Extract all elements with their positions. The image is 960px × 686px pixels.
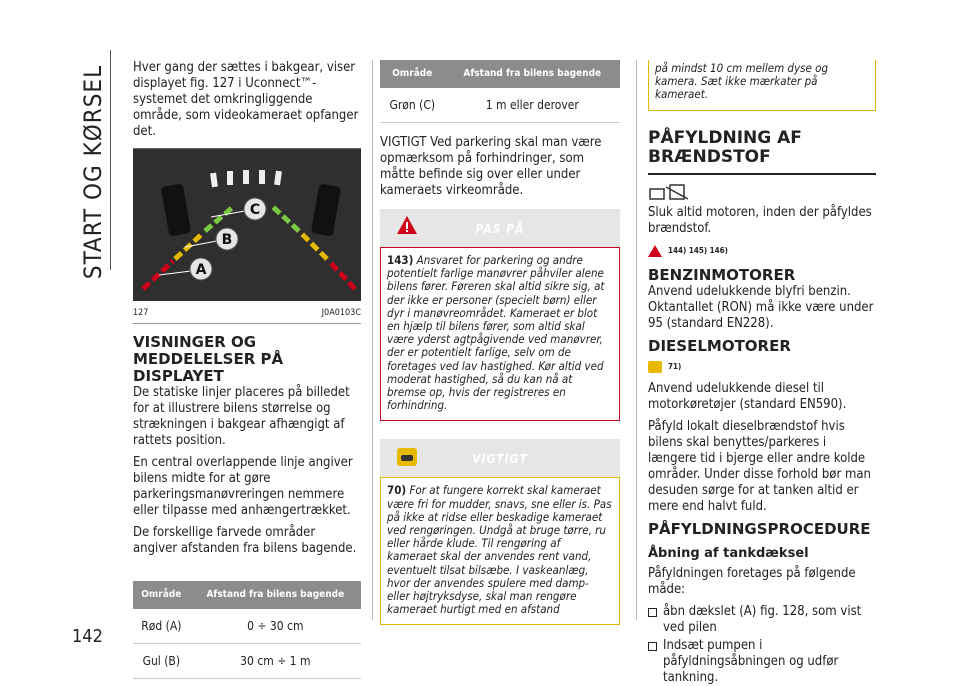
heading-rule	[648, 173, 876, 175]
note-title: VIGTIGT	[472, 452, 528, 467]
th-distance: Afstand fra bilens bagende	[445, 60, 620, 88]
figure-number: 127	[133, 308, 149, 318]
warning-header	[380, 209, 620, 247]
table-row: Grøn (C) 1 m eller derover	[380, 88, 620, 123]
list-item: åbn dækslet (A) fig. 128, som vist ved pilen	[648, 604, 876, 636]
paragraph-3: De forskellige farvede områder angiver afstanden fra bilens bagende.	[133, 525, 357, 556]
figure-code: J0A0103C	[321, 308, 361, 318]
column-2	[380, 60, 620, 625]
list-item: Indsæt pumpen i påfyldningsåbningen og udfør tankning.	[648, 638, 876, 686]
benzin-paragraph: Anvend udelukkende blyfri benzin. Oktantallet (RON) må ikke være under 95 (standard EN228).	[648, 283, 874, 331]
car-caution-icon	[648, 361, 662, 373]
benzin-heading: BENZINMOTORER	[648, 265, 796, 284]
chapter-divider	[110, 50, 111, 270]
paragraph-2: En central overlappende linje angiver bilens midte for at gøre parkeringsmanøvreringen nemmere eller tilpasse med anhængertrækket.	[133, 455, 353, 518]
refs-row-2: 71)	[648, 359, 876, 375]
diesel-paragraph-2: Påfyld lokalt dieselbrændstof hvis bilens skal benyttes/parkeres i længere tid i bjerge eller andre kolde områder. Under disse forhold bør man desuden sørge for at tanken altid er mere end halvt fuld.	[648, 418, 871, 514]
intro-paragraph: Hver gang der sættes i bakgear, viser displayet fig. 127 i Uconnect™-systemet det omkringliggende område, som videokameraet opfanger det.	[133, 60, 359, 139]
column-1	[133, 60, 361, 679]
checkbox-bullet-icon	[648, 608, 657, 617]
page-number: 142	[72, 626, 103, 647]
diesel-paragraph-1: Anvend udelukkende diesel til motorkøretøjer (standard EN590).	[648, 380, 847, 412]
column-3	[648, 60, 876, 686]
label-a: A	[195, 262, 207, 278]
distance-table-1	[133, 581, 361, 679]
table-row: Gul (B) 30 cm ÷ 1 m	[133, 644, 361, 679]
column-separator	[636, 60, 637, 620]
procedure-heading: PÅFYLDNINGSPROCEDURE	[648, 519, 871, 538]
th-distance: Afstand fra bilens bagende	[190, 581, 361, 609]
camera-figure	[133, 148, 361, 301]
warning-text: Ansvaret for parkering og andre potentielt farlige manøvrer påhviler alene bilens fører. Føreren skal altid sikre sig, at der ikke er personer (specielt børn) eller dyr i manøvreområdet. Kameraet er blot en hjælp til bilens fører, som altid skal være yderst agtpågivende ved manøvrer, der er potentielt farlige, selv om de foretages ved lav hastighed. Kør altid ved moderat hastighed, så du kan nå at bremse op, hvis der registreres en forhindring.	[387, 253, 605, 413]
label-c: C	[249, 202, 261, 218]
section-heading: VISNINGER OG MEDDELELSER PÅ DISPLAYET	[133, 333, 284, 385]
note-box	[380, 477, 620, 625]
note-continuation: på mindst 10 cm mellem dyse og kamera. Sæt ikke mærkater på kameraet.	[648, 60, 876, 111]
chapter-title: START OG KØRSEL	[79, 64, 107, 280]
warning-triangle-icon	[648, 245, 662, 257]
warning-title: PAS PÅ	[475, 222, 525, 236]
fuel-paragraph: Sluk altid motoren, inden der påfyldes brændstof.	[648, 204, 872, 236]
fuel-heading: PÅFYLDNING AF BRÆNDSTOF	[648, 127, 802, 167]
paragraph-1: De statiske linjer placeres på billedet for at illustrere bilens størrelse og strækningen i bakgear afhængigt af rattets position.	[133, 385, 350, 448]
column-separator	[372, 60, 373, 620]
open-cap-heading: Åbning af tankdæksel	[648, 545, 809, 561]
label-b: B	[221, 232, 233, 248]
note-ref: 70)	[387, 483, 407, 498]
note-header	[380, 439, 620, 477]
procedure-paragraph: Påfyldningen foretages på følgende måde:	[648, 565, 856, 597]
warning-ref: 143)	[387, 253, 414, 267]
distance-table-2	[380, 60, 620, 123]
warning-box	[380, 247, 620, 421]
diesel-heading: DIESELMOTORER	[648, 336, 791, 355]
engine-off-icon	[648, 183, 876, 201]
table-row: Rød (A) 0 ÷ 30 cm	[133, 609, 361, 644]
camera-illustration	[133, 149, 361, 301]
important-paragraph: VIGTIGT Ved parkering skal man være opmærksom på forhindringer, som måtte befinde sig over eller under kameraets virkeområde.	[380, 135, 602, 198]
th-area: Område	[380, 60, 445, 88]
checkbox-bullet-icon	[648, 642, 657, 651]
refs-row-1: 144) 145) 146)	[648, 243, 876, 259]
note-text: For at fungere korrekt skal kameraet være fri for mudder, snavs, sne eller is. Pas på ikke at ridse eller beskadige kameraet ved rengøringen. Undgå at bruge tørre, ru eller hårde klude. Til rengøring af kameraet skal der anvendes rent vand, eventuelt tilsat bilsæbe. I vaskeanlæg, hvor der anvendes spulere med damp- eller højtryksdyse, skal man rengøre kameraet hurtigt med en afstand	[387, 483, 612, 617]
figure-caption	[133, 305, 361, 324]
th-area: Område	[133, 581, 190, 609]
